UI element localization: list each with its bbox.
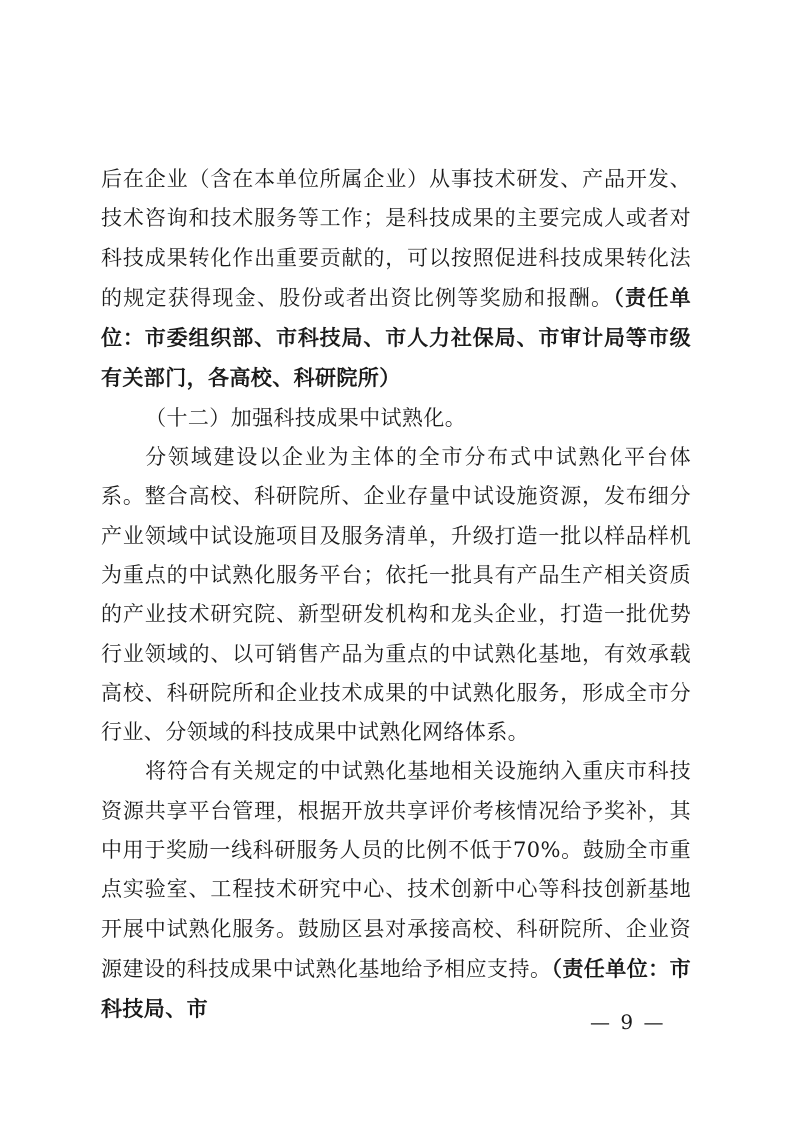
paragraph-text: 后在企业（含在本单位所属企业）从事技术研发、产品开发、技术咨询和技术服务等工作；是科技成果的主要完成人或者对科技成果转化作出重要贡献的，可以按照促进科技成果转化法的规定获得现金、股份或者出资比例等奖励和报酬。	[101, 167, 691, 310]
paragraph-text: 将符合有关规定的中试熟化基地相关设施纳入重庆市科技资源共享平台管理，根据开放共享评价考核情况给予奖补，其中用于奖励一线科研服务人员的比例不低于70%。鼓励全市重点实验室、工程技术研究中心、技术创新中心等科技创新基地开展中试熟化服务。鼓励区县对承接高校、科研院所、企业资源建设的科技成果中试熟化基地给予相应支持。	[101, 759, 691, 981]
responsible-units: （责任单位：市科技局、市	[101, 955, 691, 1022]
paragraph-pilot-base-support	[101, 752, 691, 1029]
page-number: — 9 —	[590, 1010, 666, 1034]
paragraph-pilot-platform	[101, 438, 691, 752]
section-heading-text: （十二）加强科技成果中试熟化。	[145, 405, 467, 430]
paragraph-text: 分领域建设以企业为主体的全市分布式中试熟化平台体系。整合高校、科研院所、企业存量中试设施资源，发布细分产业领域中试设施项目及服务清单，升级打造一批以样品样机为重点的中试熟化服务平台；依托一批具有产品生产相关资质的产业技术研究院、新型研发机构和龙头企业，打造一批优势行业领域的、以可销售产品为重点的中试熟化基地，有效承载高校、科研院所和企业技术成果的中试熟化服务，形成全市分行业、分领域的科技成果中试熟化网络体系。	[101, 445, 691, 745]
paragraph-continued-reward	[101, 160, 691, 399]
responsible-units: （责任单位：市委组织部、市科技局、市人力社保局、市审计局等市级有关部门，各高校、科研院所）	[101, 284, 691, 391]
body-text	[101, 160, 691, 1030]
section-heading-12	[101, 399, 691, 438]
